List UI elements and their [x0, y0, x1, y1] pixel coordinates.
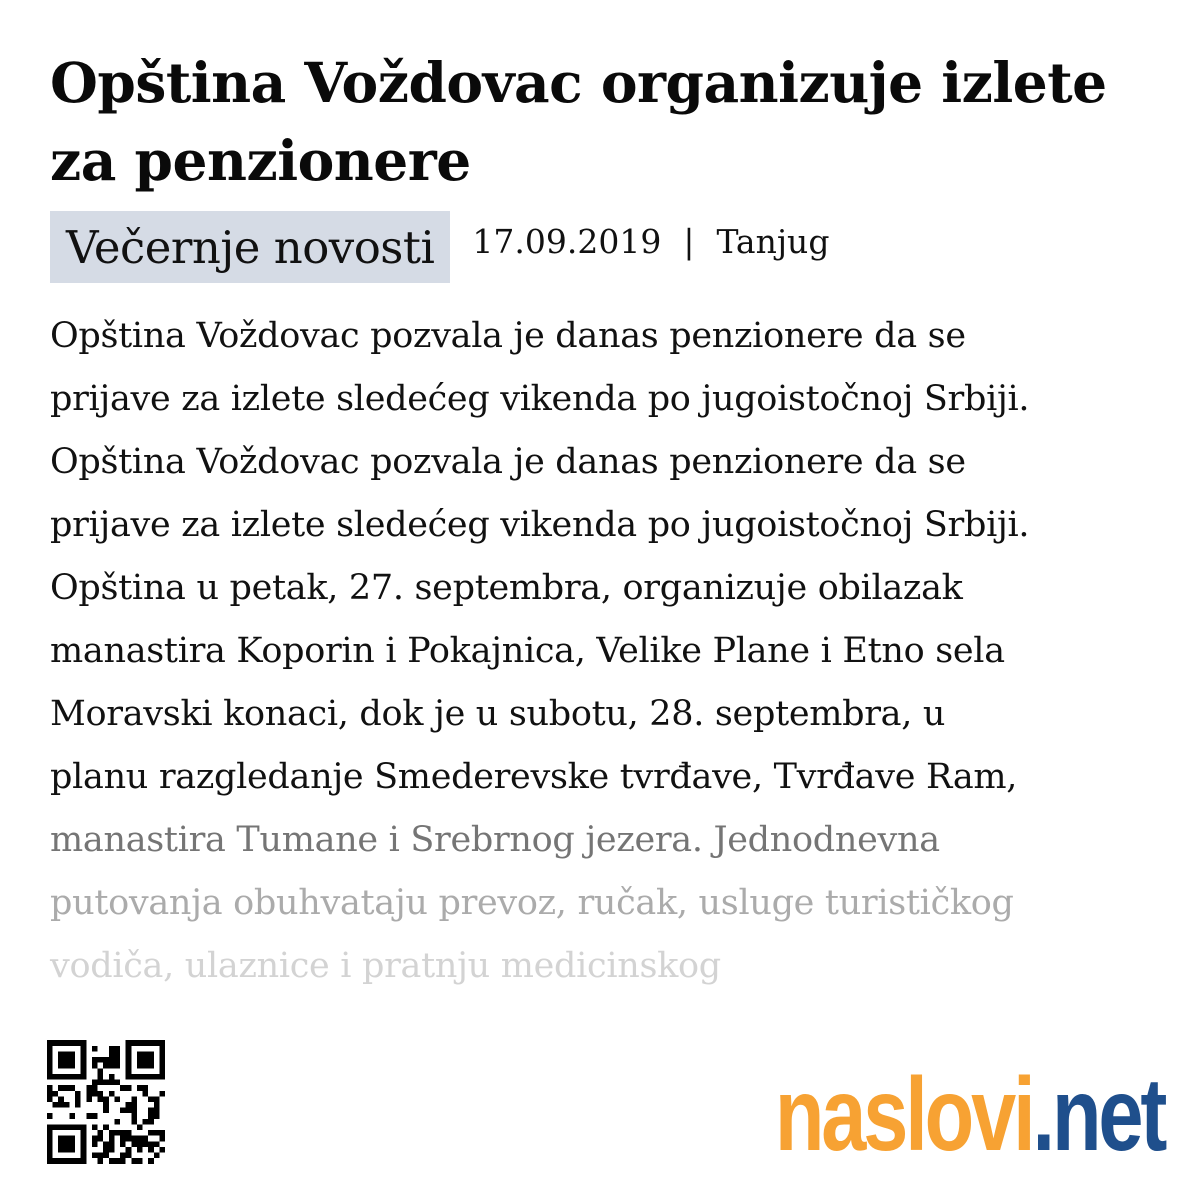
body-line: Opština Voždovac pozvala je danas penzionere da se: [50, 442, 966, 482]
body-line-faded: manastira Tumane i Srebrnog jezera. Jednodnevna: [50, 820, 940, 860]
body-line: Moravski konaci, dok je u subotu, 28. septembra, u: [50, 694, 946, 734]
logo-text-primary: naslovi: [774, 1057, 1033, 1173]
site-logo[interactable]: [774, 1057, 1164, 1173]
article-meta: [50, 211, 829, 283]
qr-code-icon[interactable]: [47, 1040, 165, 1164]
body-line-faded: putovanja obuhvataju prevoz, ručak, usluge turističkog: [50, 883, 1014, 923]
body-line: prijave za izlete sledećeg vikenda po jugoistočnoj Srbiji.: [50, 505, 1030, 545]
meta-separator: |: [683, 222, 695, 261]
publish-date: 17.09.2019: [472, 222, 662, 261]
body-line: manastira Koporin i Pokajnica, Velike Plane i Etno sela: [50, 631, 1005, 671]
article-body: [50, 305, 1160, 998]
source-badge[interactable]: Večernje novosti: [50, 211, 450, 283]
body-line: Opština u petak, 27. septembra, organizuje obilazak: [50, 568, 963, 608]
body-line-faded: vodiča, ulaznice i pratnju medicinskog: [50, 946, 721, 986]
news-agency: Tanjug: [716, 222, 830, 261]
body-line: prijave za izlete sledećeg vikenda po jugoistočnoj Srbiji.: [50, 379, 1030, 419]
body-line: Opština Voždovac pozvala je danas penzionere da se: [50, 316, 966, 356]
article-title: Opština Voždovac organizuje izlete za penzionere: [50, 50, 1107, 193]
logo-text-secondary: .net: [1032, 1057, 1164, 1173]
body-line: planu razgledanje Smederevske tvrđave, Tvrđave Ram,: [50, 757, 1018, 797]
